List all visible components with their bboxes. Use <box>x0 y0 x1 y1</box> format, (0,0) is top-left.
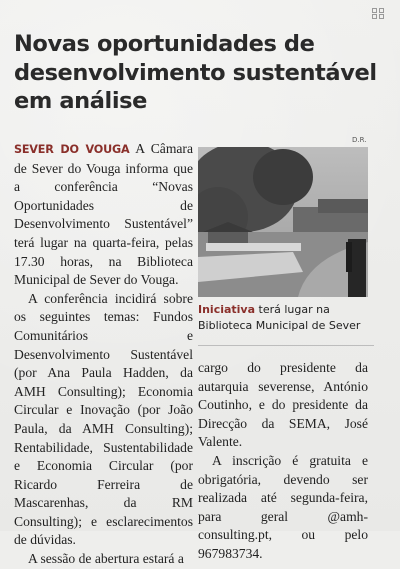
photo-caption <box>198 302 374 334</box>
paragraph-intro <box>14 140 193 290</box>
paragraph-presidents: cargo do presidente da autarquia severense, António Coutinho, e do presidente da Direcção da SEMA, José Valente. <box>198 360 368 450</box>
corner-marks <box>372 8 384 18</box>
paragraph-registration: A inscrição é gratuita e obrigatória, devendo ser realizada até segunda-feira, para geral @amh-consulting.pt, ou pelo 967983734. <box>198 452 368 561</box>
article-headline: Novas oportunidades de desenvolvimento sustentável em análise <box>14 31 377 114</box>
dateline: SEVER DO VOUGA <box>14 143 130 156</box>
caption-lead: Iniciativa <box>198 303 256 316</box>
paragraph-topics: A conferência incidirá sobre os seguintes temas: Fundos Comunitários e Desenvolvimento Sustentável (por Ana Paula Hadden, da AMH Consulting); Economia Circular e Inovação (por João Paula, da AMH Consulting); Rentabilidade, Sustentabilidade e Economia Circular (por Ricardo Ferreira de Mascarenhas, da RM Consulting); e esclarecimentos de dúvidas. <box>14 290 193 548</box>
library-photo-illustration <box>198 147 368 297</box>
article-photo <box>198 147 368 297</box>
paragraph-opening: A sessão de abertura estará a <box>28 551 184 567</box>
caption-divider <box>198 345 374 346</box>
photo-credit: D.R. <box>352 136 367 144</box>
article-column-left <box>14 140 193 569</box>
article-column-right <box>198 359 368 564</box>
paragraph-intro-text: A Câmara de Sever do Vouga informa que a conferência “Novas Oportunidades de Desenvolvimento Sustentável” terá lugar na quarta-feira, pelas 17.30 horas, na Biblioteca Municipal de Sever do Vouga. <box>14 141 193 288</box>
caption-text: terá lugar na Biblioteca Municipal de Sever <box>198 303 361 332</box>
